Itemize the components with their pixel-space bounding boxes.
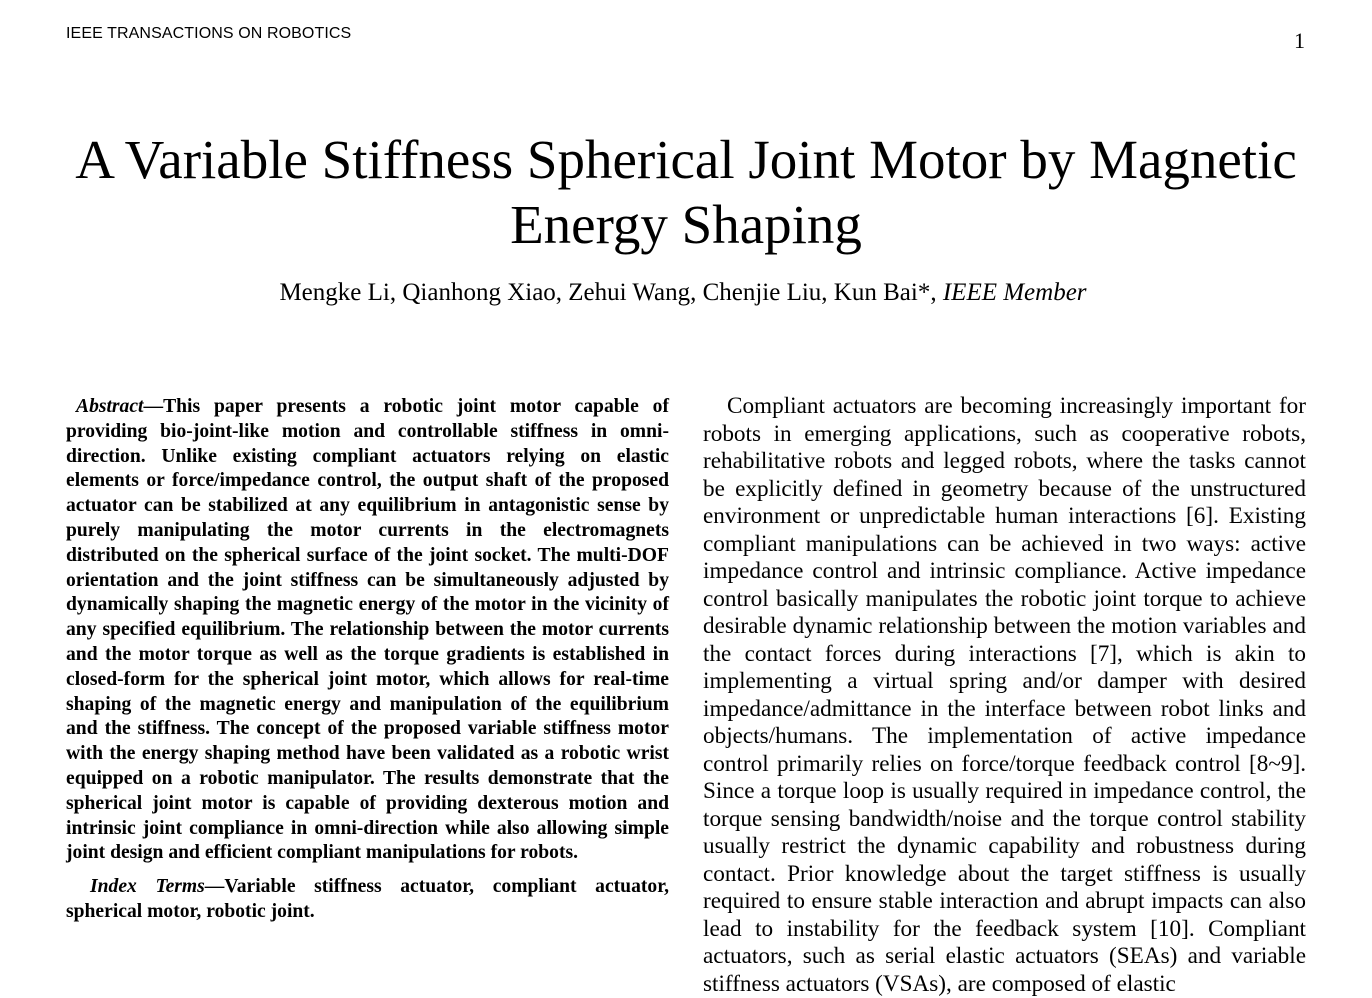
author-affiliation: IEEE Member <box>942 279 1087 306</box>
author-line <box>0 279 1366 307</box>
author-list: Mengke Li, Qianhong Xiao, Zehui Wang, Chenjie Liu, Kun Bai*, <box>279 279 943 306</box>
index-terms <box>66 875 669 925</box>
right-column <box>703 393 1306 998</box>
index-terms-label: Index Terms <box>90 876 205 898</box>
running-head-journal: IEEE TRANSACTIONS ON ROBOTICS <box>66 25 352 42</box>
paper-title: A Variable Stiffness Spherical Joint Motor by Magnetic Energy Shaping <box>75 129 1297 255</box>
left-column <box>66 395 669 925</box>
body-paragraph: Compliant actuators are becoming increasingly important for robots in emerging applications, such as cooperative robots, rehabilitative robots and legged robots, where the tasks cannot be explicitly defined in geometry because of the unstructured environment or unpredictable human interactions [6]. Existing compliant manipulations can be achieved in two ways: active impedance control and intrinsic compliance. Active impedance control basically manipulates the robotic joint torque to achieve desirable dynamic relationship between the motion variables and the contact forces during interactions [7], which is akin to implementing a virtual spring and/or damper with desired impedance/admittance in the interface between robot links and objects/humans. The implementation of active impedance control primarily relies on force/torque feedback control [8~9]. Since a torque loop is usually required in impedance control, the torque sensing bandwidth/noise and the torque control stability usually restrict the dynamic capability and robustness during contact. Prior knowledge about the target stiffness is usually required to ensure stable interaction and abrupt impacts can also lead to instability for the feedback system [10]. Compliant actuators, such as serial elastic actuators (SEAs) and variable stiffness actuators (VSAs), are composed of elastic <box>703 393 1306 997</box>
page-number: 1 <box>1294 28 1305 53</box>
abstract-text: —This paper presents a robotic joint motor capable of providing bio-joint-like motion and controllable stiffness in omni-direction. Unlike existing compliant actuators relying on elastic elements or force/impedance control, the output shaft of the proposed actuator can be stabilized at any equilibrium in antagonistic sense by purely manipulating the motor currents in the electromagnets distributed on the spherical surface of the joint socket. The multi-DOF orientation and the joint stiffness can be simultaneously adjusted by dynamically shaping the magnetic energy of the motor in the vicinity of any specified equilibrium. The relationship between the motor currents and the motor torque as well as the torque gradients is established in closed-form for the spherical joint motor, which allows for real-time shaping of the magnetic energy and manipulation of the equilibrium and the stiffness. The concept of the proposed variable stiffness motor with the energy shaping method have been validated as a robotic wrist equipped on a robotic manipulator. The results demonstrate that the spherical joint motor is capable of providing dexterous motion and intrinsic joint compliance in omni-direction while also allowing simple joint design and efficient compliant manipulations for robots. <box>66 396 669 864</box>
index-terms-text: —Variable stiffness actuator, compliant actuator, spherical motor, robotic joint. <box>66 876 669 922</box>
abstract <box>66 395 669 866</box>
abstract-label: Abstract <box>76 396 144 417</box>
